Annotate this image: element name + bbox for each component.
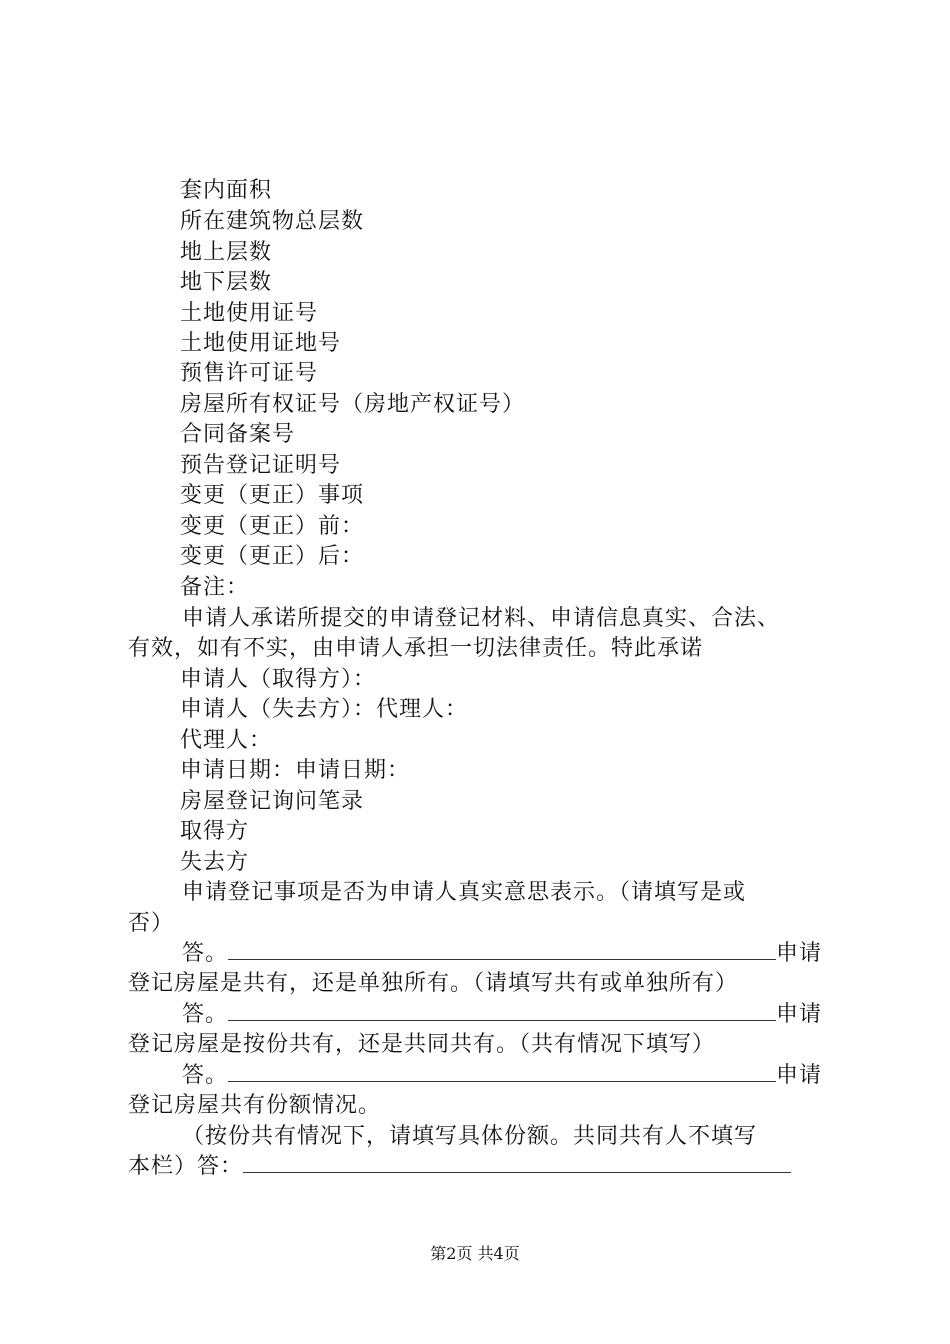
answer-row	[128, 1152, 791, 1182]
signature-label: 申请人（取得方）：	[180, 667, 377, 692]
answer-blank-line[interactable]	[228, 939, 776, 960]
answer-label: 答。	[182, 1063, 229, 1088]
field-label: 预告登记证明号	[180, 453, 342, 478]
answer-blank-line[interactable]	[243, 1152, 791, 1173]
question-text: 登记房屋共有份额情况。	[128, 1093, 382, 1118]
question-text: 申请	[776, 1002, 823, 1027]
field-label: 所在建筑物总层数	[180, 209, 365, 234]
question-text: 申请登记事项是否为申请人真实意思表示。（请填写是或	[182, 880, 747, 905]
answer-blank-line[interactable]	[228, 1061, 776, 1082]
question-text: 登记房屋是按份共有，还是共同共有。（共有情况下填写）	[128, 1032, 716, 1057]
party-label: 取得方	[180, 819, 250, 844]
field-label: 预售许可证号	[180, 361, 319, 386]
answer-label: 答。	[182, 941, 229, 966]
question-text: 申请	[776, 941, 823, 966]
answer-label: 本栏）答：	[128, 1154, 244, 1179]
question-text: 申请	[776, 1063, 823, 1088]
page-footer: 第2页 共4页	[430, 1244, 520, 1263]
field-label: 合同备案号	[180, 422, 296, 447]
field-label: 土地使用证号	[180, 301, 319, 326]
field-label: 地上层数	[180, 240, 273, 265]
answer-blank-line[interactable]	[228, 1000, 776, 1021]
field-label: 变更（更正）事项	[180, 483, 365, 508]
field-label: 房屋所有权证号（房地产权证号）	[180, 392, 526, 417]
answer-row	[182, 939, 822, 969]
answer-row	[182, 1000, 822, 1030]
field-label: 变更（更正）后：	[180, 544, 365, 569]
pledge-text: 有效，如有不实，由申请人承担一切法律责任。特此承诺	[128, 636, 704, 661]
field-label: 变更（更正）前：	[180, 514, 365, 539]
field-label: 套内面积	[180, 178, 273, 203]
signature-label: 申请人（失去方）：代理人：	[180, 697, 469, 722]
field-label: 地下层数	[180, 270, 273, 295]
pledge-text: 申请人承诺所提交的申请登记材料、申请信息真实、合法、	[182, 606, 781, 631]
field-label: 备注：	[180, 575, 250, 600]
record-title: 房屋登记询问笔录	[180, 789, 365, 814]
date-label: 申请日期：申请日期：	[180, 758, 411, 783]
question-text: 否）	[128, 911, 175, 936]
answer-row	[182, 1061, 822, 1091]
question-text: （按份共有情况下，请填写具体份额。共同共有人不填写	[182, 1124, 758, 1149]
question-text: 登记房屋是共有，还是单独所有。（请填写共有或单独所有）	[128, 971, 739, 996]
field-label: 土地使用证地号	[180, 331, 342, 356]
answer-label: 答。	[182, 1002, 229, 1027]
signature-label: 代理人：	[180, 728, 273, 753]
party-label: 失去方	[180, 850, 250, 875]
